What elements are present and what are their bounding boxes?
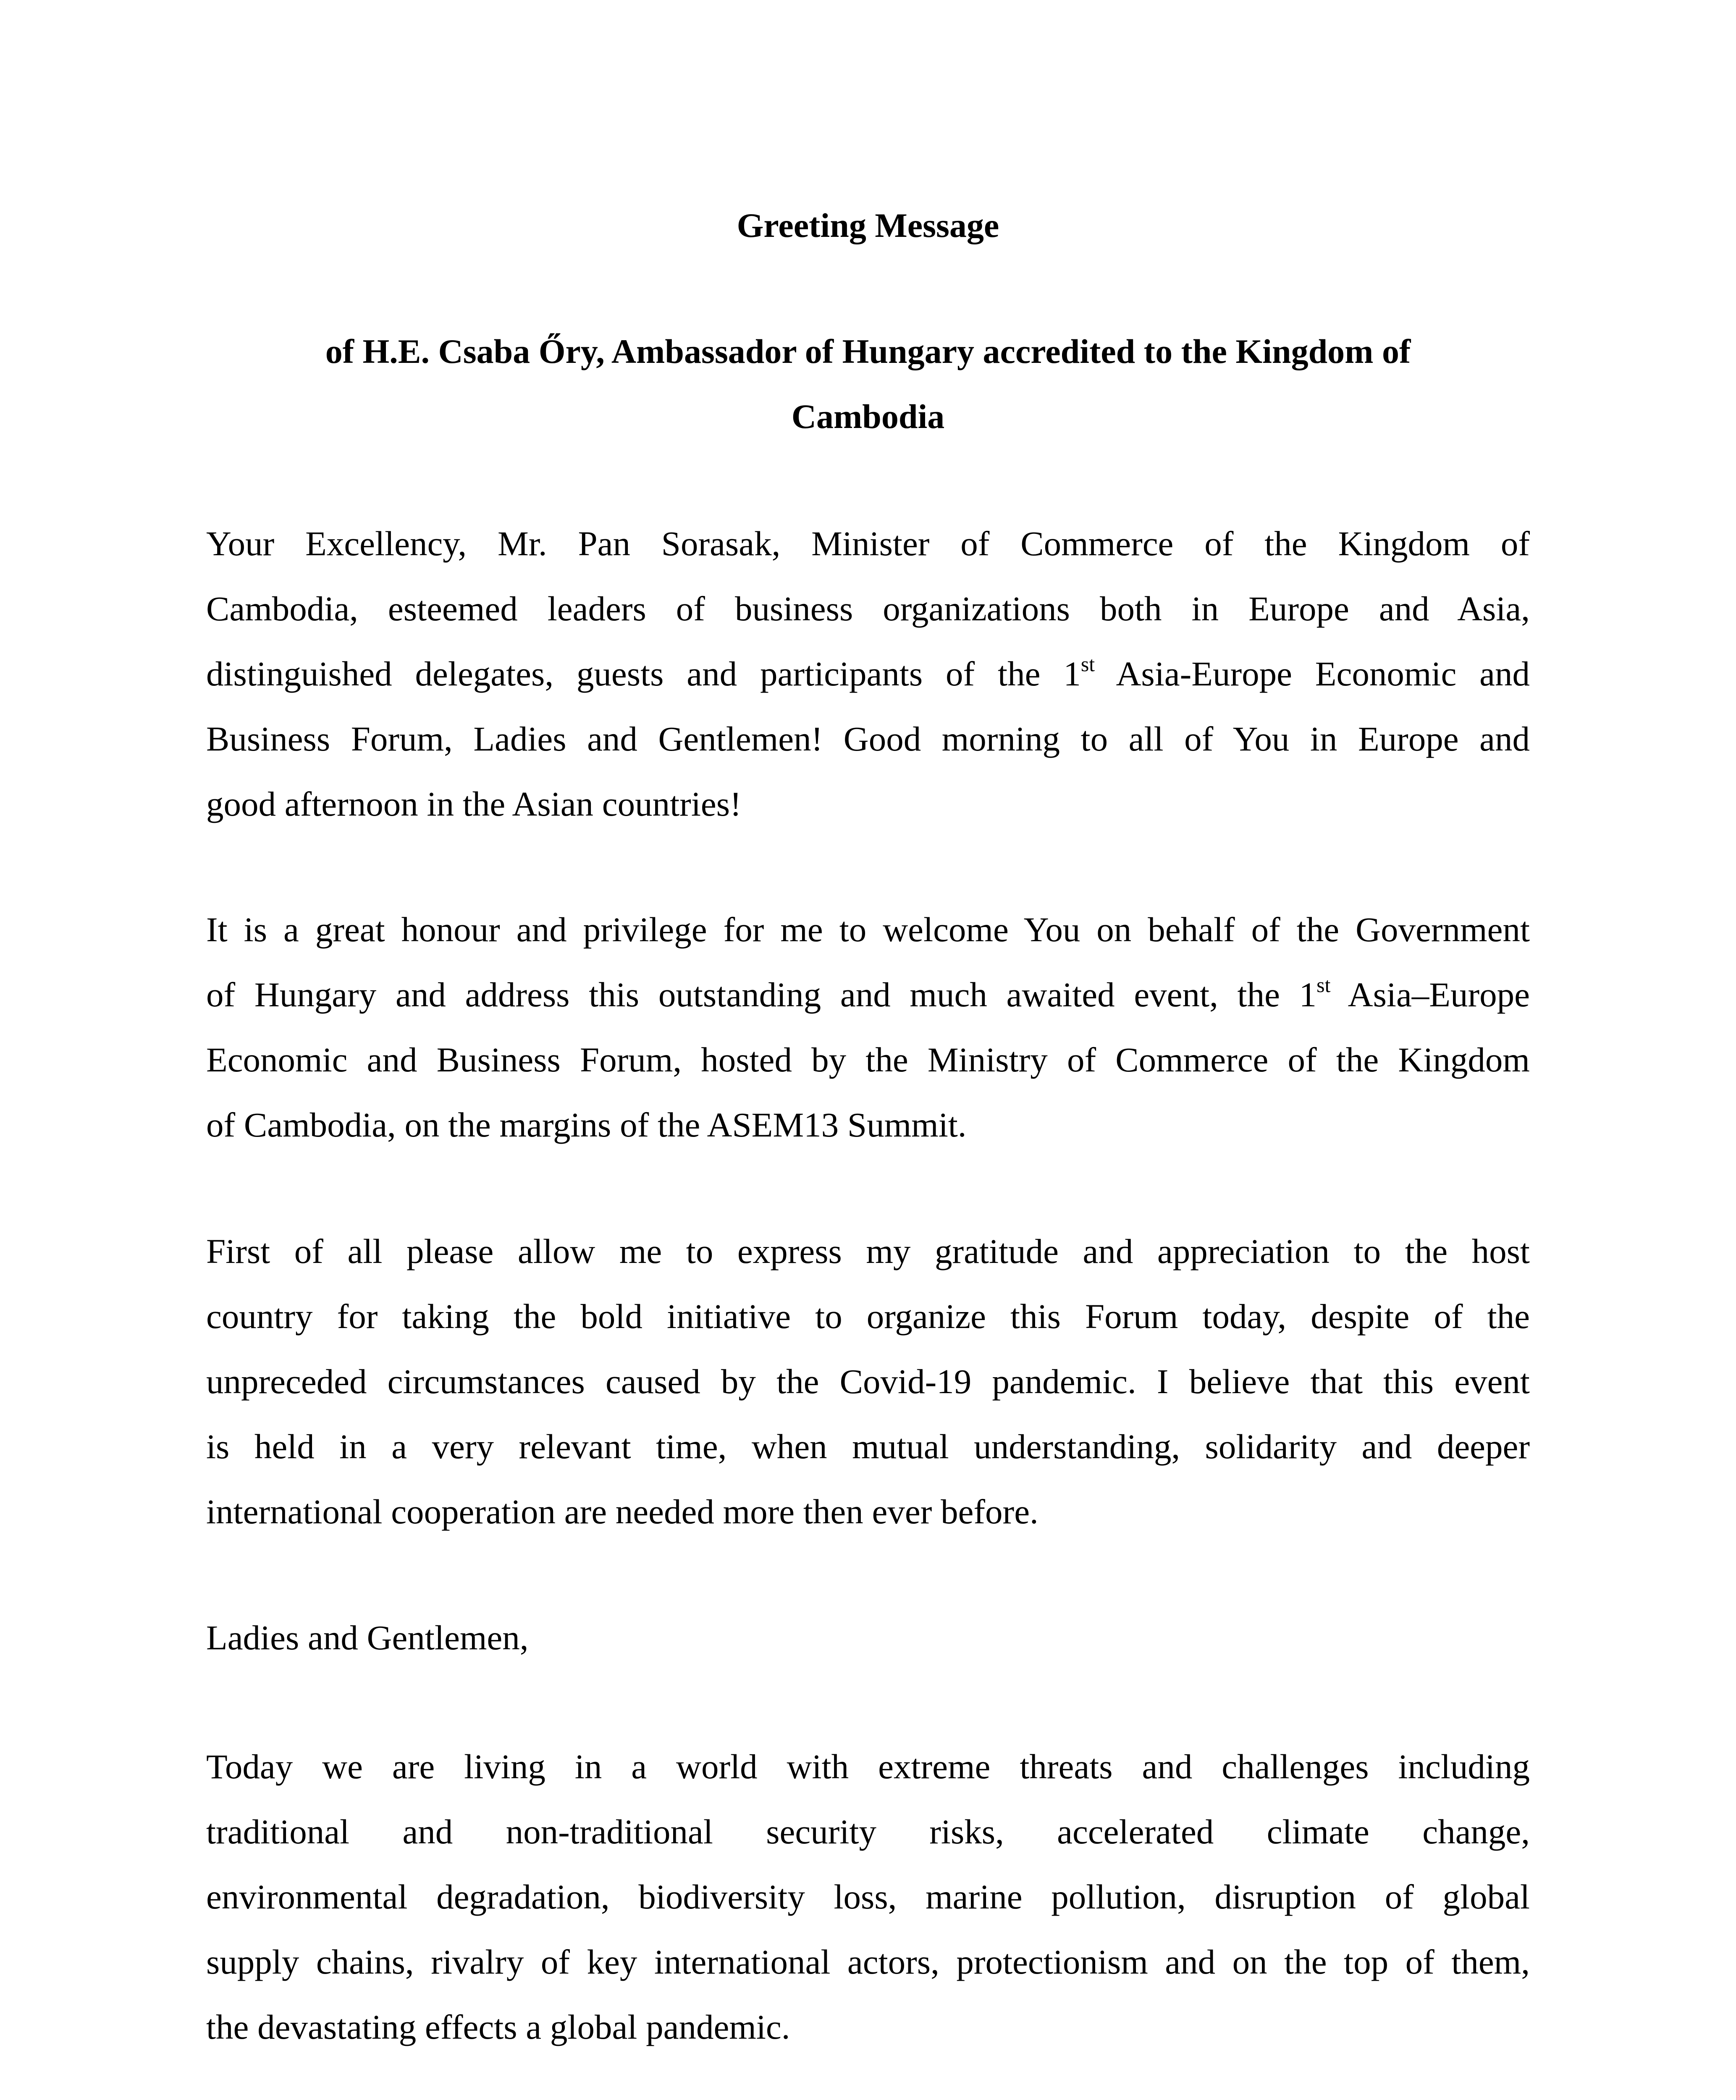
text-line: traditional and non-traditional security risks, accelerated climate change,	[206, 1812, 1530, 1851]
text-line: international cooperation are needed more then ever before.	[206, 1492, 1038, 1531]
page-title: Greeting Message	[737, 206, 999, 244]
paragraph-challenges	[206, 1734, 1530, 2060]
text-fragment: distinguished delegates, guests and participants of the 1	[206, 654, 1081, 693]
paragraph-salutation	[206, 511, 1530, 837]
text-line: First of all please allow me to express my gratitude and appreciation to the host	[206, 1232, 1530, 1270]
page-subtitle-line-1: of H.E. Csaba Őry, Ambassador of Hungary accredited to the Kingdom of	[325, 332, 1411, 370]
page-subtitle-line-2: Cambodia	[791, 397, 945, 436]
paragraph-address	[206, 1605, 1530, 1670]
text-fragment: Asia-Europe Economic and	[1095, 654, 1530, 693]
text-line: Ladies and Gentlemen,	[206, 1618, 529, 1657]
text-line	[206, 641, 1530, 706]
paragraph-welcome	[206, 897, 1530, 1158]
text-line	[206, 962, 1530, 1027]
ordinal-suffix: st	[1316, 973, 1331, 997]
text-line: environmental degradation, biodiversity loss, marine pollution, disruption of global	[206, 1877, 1530, 1916]
text-fragment: Asia–Europe	[1330, 975, 1530, 1014]
text-line: Today we are living in a world with extreme threats and challenges including	[206, 1747, 1530, 1786]
text-line: supply chains, rivalry of key international actors, protectionism and on the top of them,	[206, 1942, 1530, 1981]
text-line: country for taking the bold initiative to organize this Forum today, despite of the	[206, 1297, 1530, 1336]
ordinal-suffix: st	[1080, 652, 1095, 676]
text-line: the devastating effects a global pandemic.	[206, 2008, 790, 2046]
text-fragment: of Hungary and address this outstanding and much awaited event, the 1	[206, 975, 1317, 1014]
text-line: of Cambodia, on the margins of the ASEM13 Summit.	[206, 1105, 967, 1144]
text-line: good afternoon in the Asian countries!	[206, 785, 742, 823]
text-line: Economic and Business Forum, hosted by the Ministry of Commerce of the Kingdom	[206, 1040, 1530, 1079]
text-line: Business Forum, Ladies and Gentlemen! Good morning to all of You in Europe and	[206, 719, 1530, 758]
paragraph-gratitude	[206, 1219, 1530, 1544]
text-line: unpreceded circumstances caused by the Covid-19 pandemic. I believe that this event	[206, 1362, 1530, 1401]
text-line: Your Excellency, Mr. Pan Sorasak, Minister of Commerce of the Kingdom of	[206, 524, 1530, 563]
text-line: Cambodia, esteemed leaders of business organizations both in Europe and Asia,	[206, 589, 1530, 628]
text-line: is held in a very relevant time, when mutual understanding, solidarity and deeper	[206, 1427, 1530, 1466]
text-line: It is a great honour and privilege for me to welcome You on behalf of the Government	[206, 910, 1530, 949]
